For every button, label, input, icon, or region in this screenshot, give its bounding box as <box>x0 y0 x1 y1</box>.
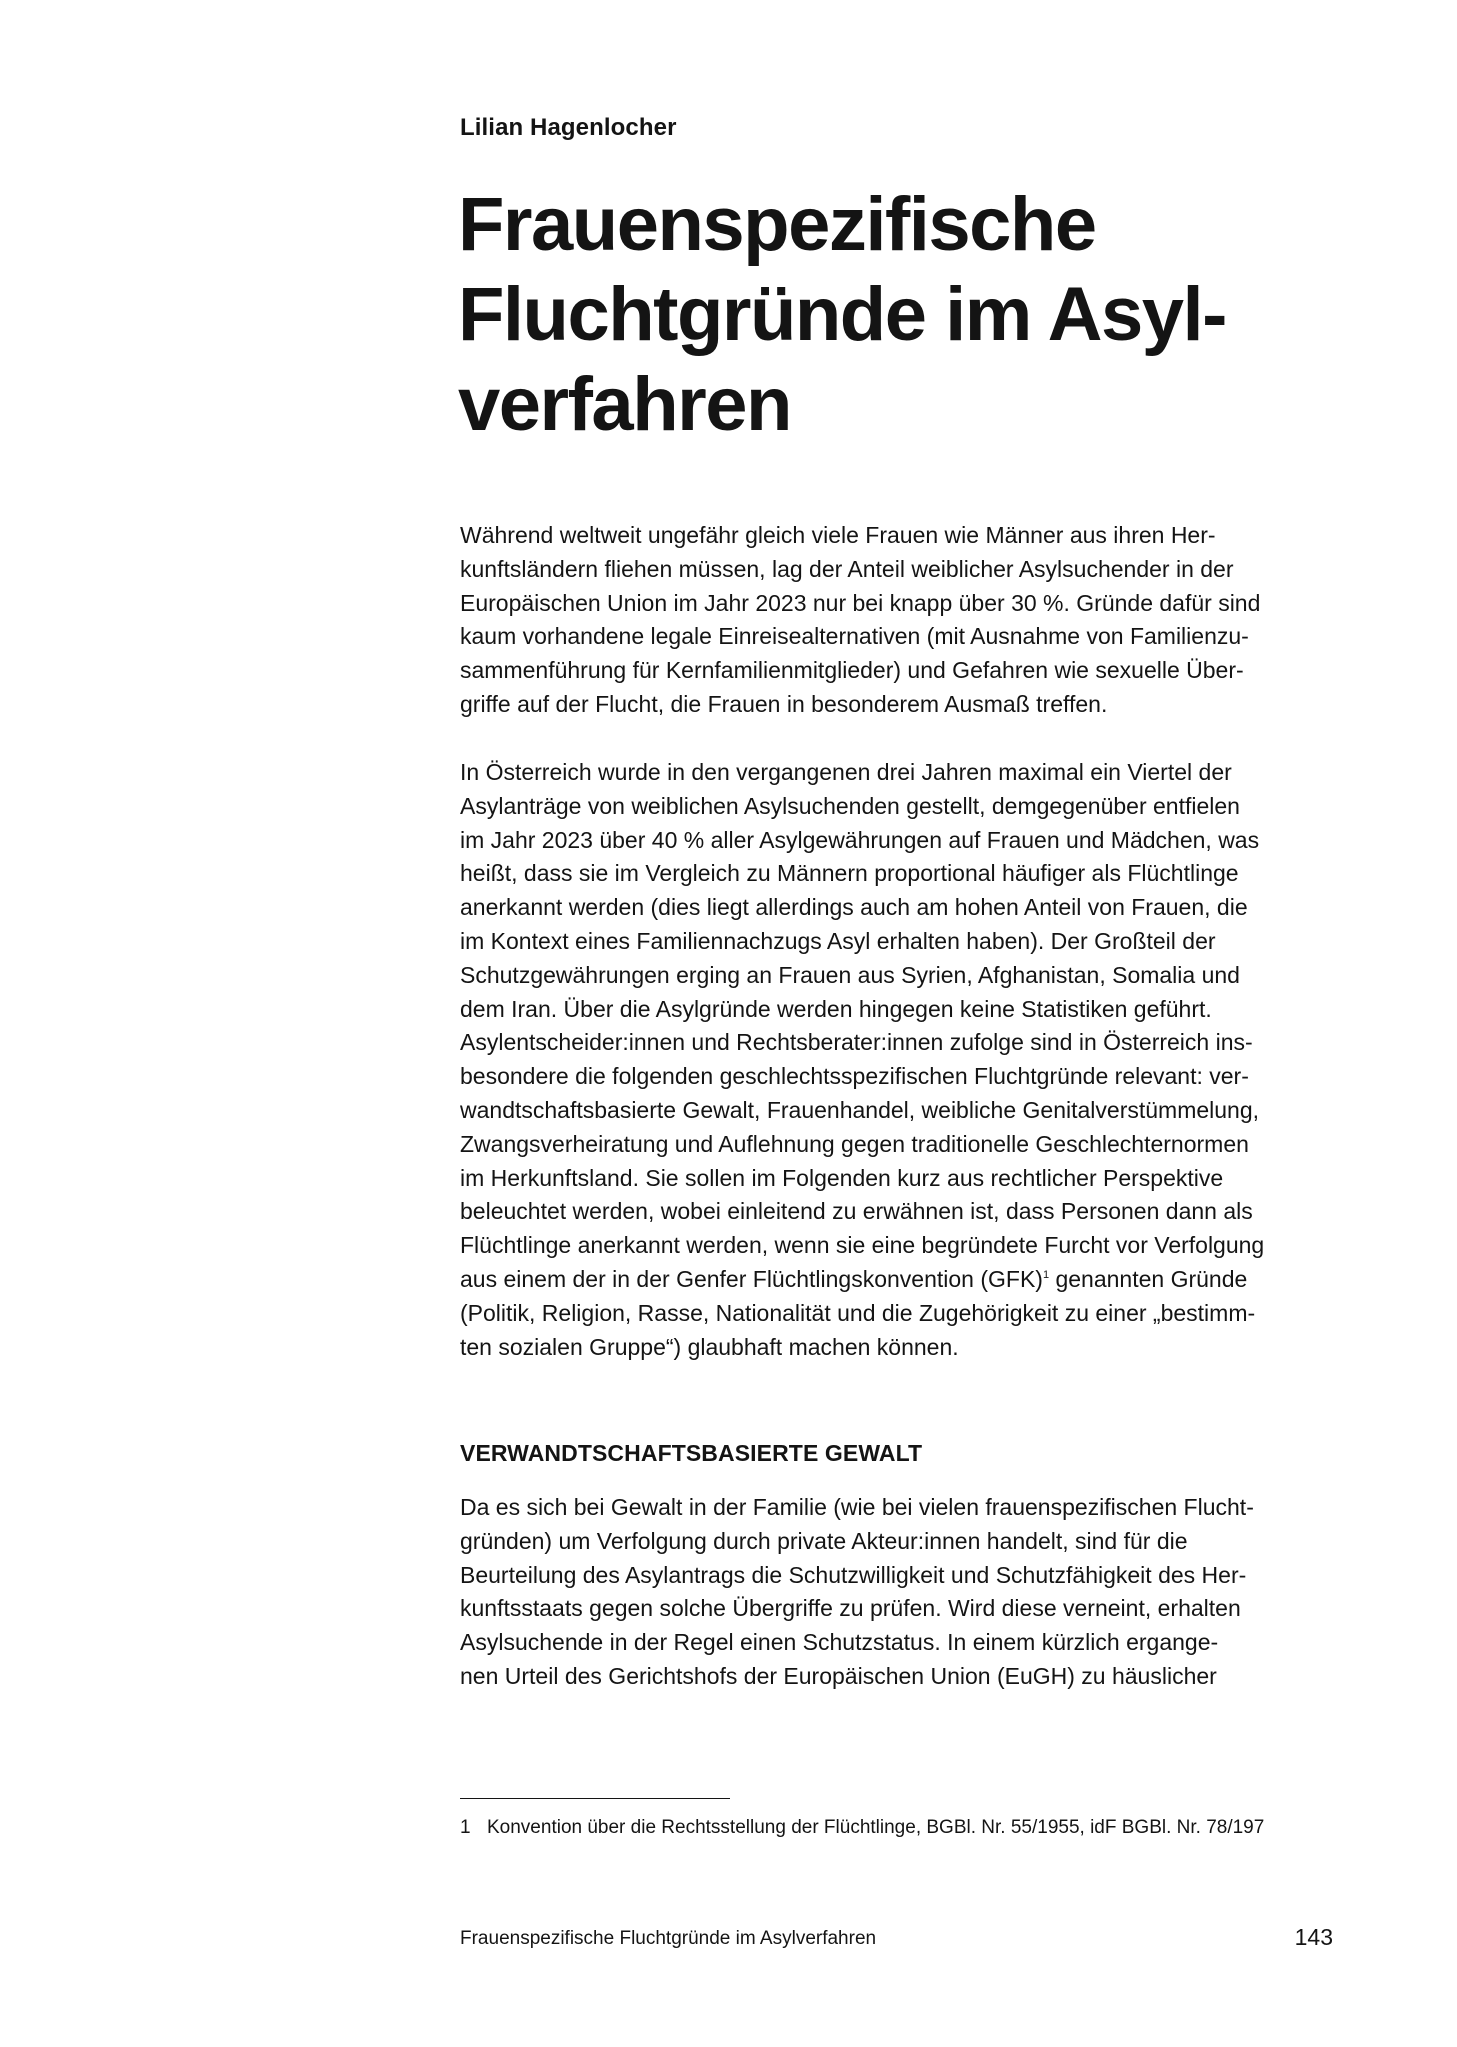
footnote-divider <box>460 1798 730 1799</box>
running-footer-title: Frauenspezifische Fluchtgründe im Asylverfahren <box>460 1928 877 1949</box>
text-line: sammenführung für Kernfamilienmitglieder) und Gefahren wie sexuelle Über- <box>460 657 1244 684</box>
title-line: verfahren <box>458 362 791 447</box>
text-line: Zwangsverheiratung und Auflehnung gegen traditionelle Geschlechternormen <box>460 1130 1249 1157</box>
text-line: Europäischen Union im Jahr 2023 nur bei knapp über 30 %. Gründe dafür sind <box>460 589 1261 616</box>
text-line: Beurteilung des Asylantrags die Schutzwilligkeit und Schutzfähigkeit des Her- <box>460 1561 1247 1588</box>
text-line: Asylanträge von weiblichen Asylsuchenden gestellt, demgegenüber entfielen <box>460 792 1240 819</box>
text-line-with-footnote <box>460 1263 1340 1297</box>
body-paragraph-violence <box>460 1491 1340 1694</box>
text-line: besondere die folgenden geschlechtsspezifischen Fluchtgründe relevant: ver- <box>460 1063 1249 1090</box>
footnote-number: 1 <box>460 1817 471 1838</box>
text-line: im Jahr 2023 über 40 % aller Asylgewährungen auf Frauen und Mädchen, was <box>460 826 1260 853</box>
footnote-marker: 1 <box>1042 1268 1050 1281</box>
text-line: Da es sich bei Gewalt in der Familie (wie bei vielen frauenspezifischen Flucht- <box>460 1494 1254 1520</box>
text-line: anerkannt werden (dies liegt allerdings auch am hohen Anteil von Frauen, die <box>460 894 1248 921</box>
author-name: Lilian Hagenlocher <box>460 114 677 141</box>
text-line: dem Iran. Über die Asylgründe werden hingegen keine Statistiken geführt. <box>460 995 1212 1022</box>
text-line: Asylsuchende in der Regel einen Schutzstatus. In einem kürzlich ergange- <box>460 1629 1219 1656</box>
text-line: im Kontext eines Familiennachzugs Asyl erhalten haben). Der Großteil der <box>460 927 1216 954</box>
text-line: wandtschaftsbasierte Gewalt, Frauenhandel, weibliche Genitalverstümmelung, <box>460 1096 1260 1123</box>
text-line: gründen) um Verfolgung durch private Akteur:innen handelt, sind für die <box>460 1527 1188 1554</box>
text-line: Asylentscheider:innen und Rechtsberater:innen zufolge sind in Österreich ins- <box>460 1029 1253 1056</box>
page-number: 143 <box>1294 1924 1333 1950</box>
text-line: im Herkunftsland. Sie sollen im Folgenden kurz aus rechtlicher Perspektive <box>460 1164 1224 1191</box>
title-line: Frauenspezifische <box>458 182 1096 267</box>
intro-paragraph <box>460 519 1340 722</box>
text-line: Während weltweit ungefähr gleich viele Frauen wie Männer aus ihren Her- <box>460 522 1216 548</box>
section-heading: VERWANDTSCHAFTSBASIERTE GEWALT <box>460 1440 923 1466</box>
text-line: nen Urteil des Gerichtshofs der Europäischen Union (EuGH) zu häuslicher <box>460 1662 1217 1689</box>
text-line: kunftsländern fliehen müssen, lag der Anteil weiblicher Asylsuchender in der <box>460 555 1234 582</box>
article-title <box>458 180 1358 450</box>
text-fragment: genannten Gründe <box>1049 1265 1248 1292</box>
text-line: heißt, dass sie im Vergleich zu Männern proportional häufiger als Flüchtlinge <box>460 860 1239 887</box>
text-line: (Politik, Religion, Rasse, Nationalität und die Zugehörigkeit zu einer „bestimm- <box>460 1299 1256 1326</box>
text-line: kaum vorhandene legale Einreisealternativen (mit Ausnahme von Familienzu- <box>460 623 1249 650</box>
body-paragraph-austria <box>460 756 1340 1364</box>
footnote <box>460 1817 1264 1839</box>
text-line: griffe auf der Flucht, die Frauen in besonderem Ausmaß treffen. <box>460 690 1108 717</box>
title-line: Fluchtgründe im Asyl- <box>458 272 1226 357</box>
text-line: ten sozialen Gruppe“) glaubhaft machen können. <box>460 1333 959 1360</box>
text-line: In Österreich wurde in den vergangenen drei Jahren maximal ein Viertel der <box>460 759 1232 785</box>
text-line: Schutzgewährungen erging an Frauen aus Syrien, Afghanistan, Somalia und <box>460 961 1240 988</box>
footnote-text: Konvention über die Rechtsstellung der Flüchtlinge, BGBl. Nr. 55/1955, idF BGBl. Nr. 78/197 <box>487 1817 1265 1838</box>
text-fragment: aus einem der in der Genfer Flüchtlingskonvention (GFK) <box>460 1265 1043 1292</box>
text-line: kunftsstaats gegen solche Übergriffe zu prüfen. Wird diese verneint, erhalten <box>460 1595 1241 1622</box>
text-line: Flüchtlinge anerkannt werden, wenn sie eine begründete Furcht vor Verfolgung <box>460 1232 1265 1259</box>
text-line: beleuchtet werden, wobei einleitend zu erwähnen ist, dass Personen dann als <box>460 1198 1253 1225</box>
